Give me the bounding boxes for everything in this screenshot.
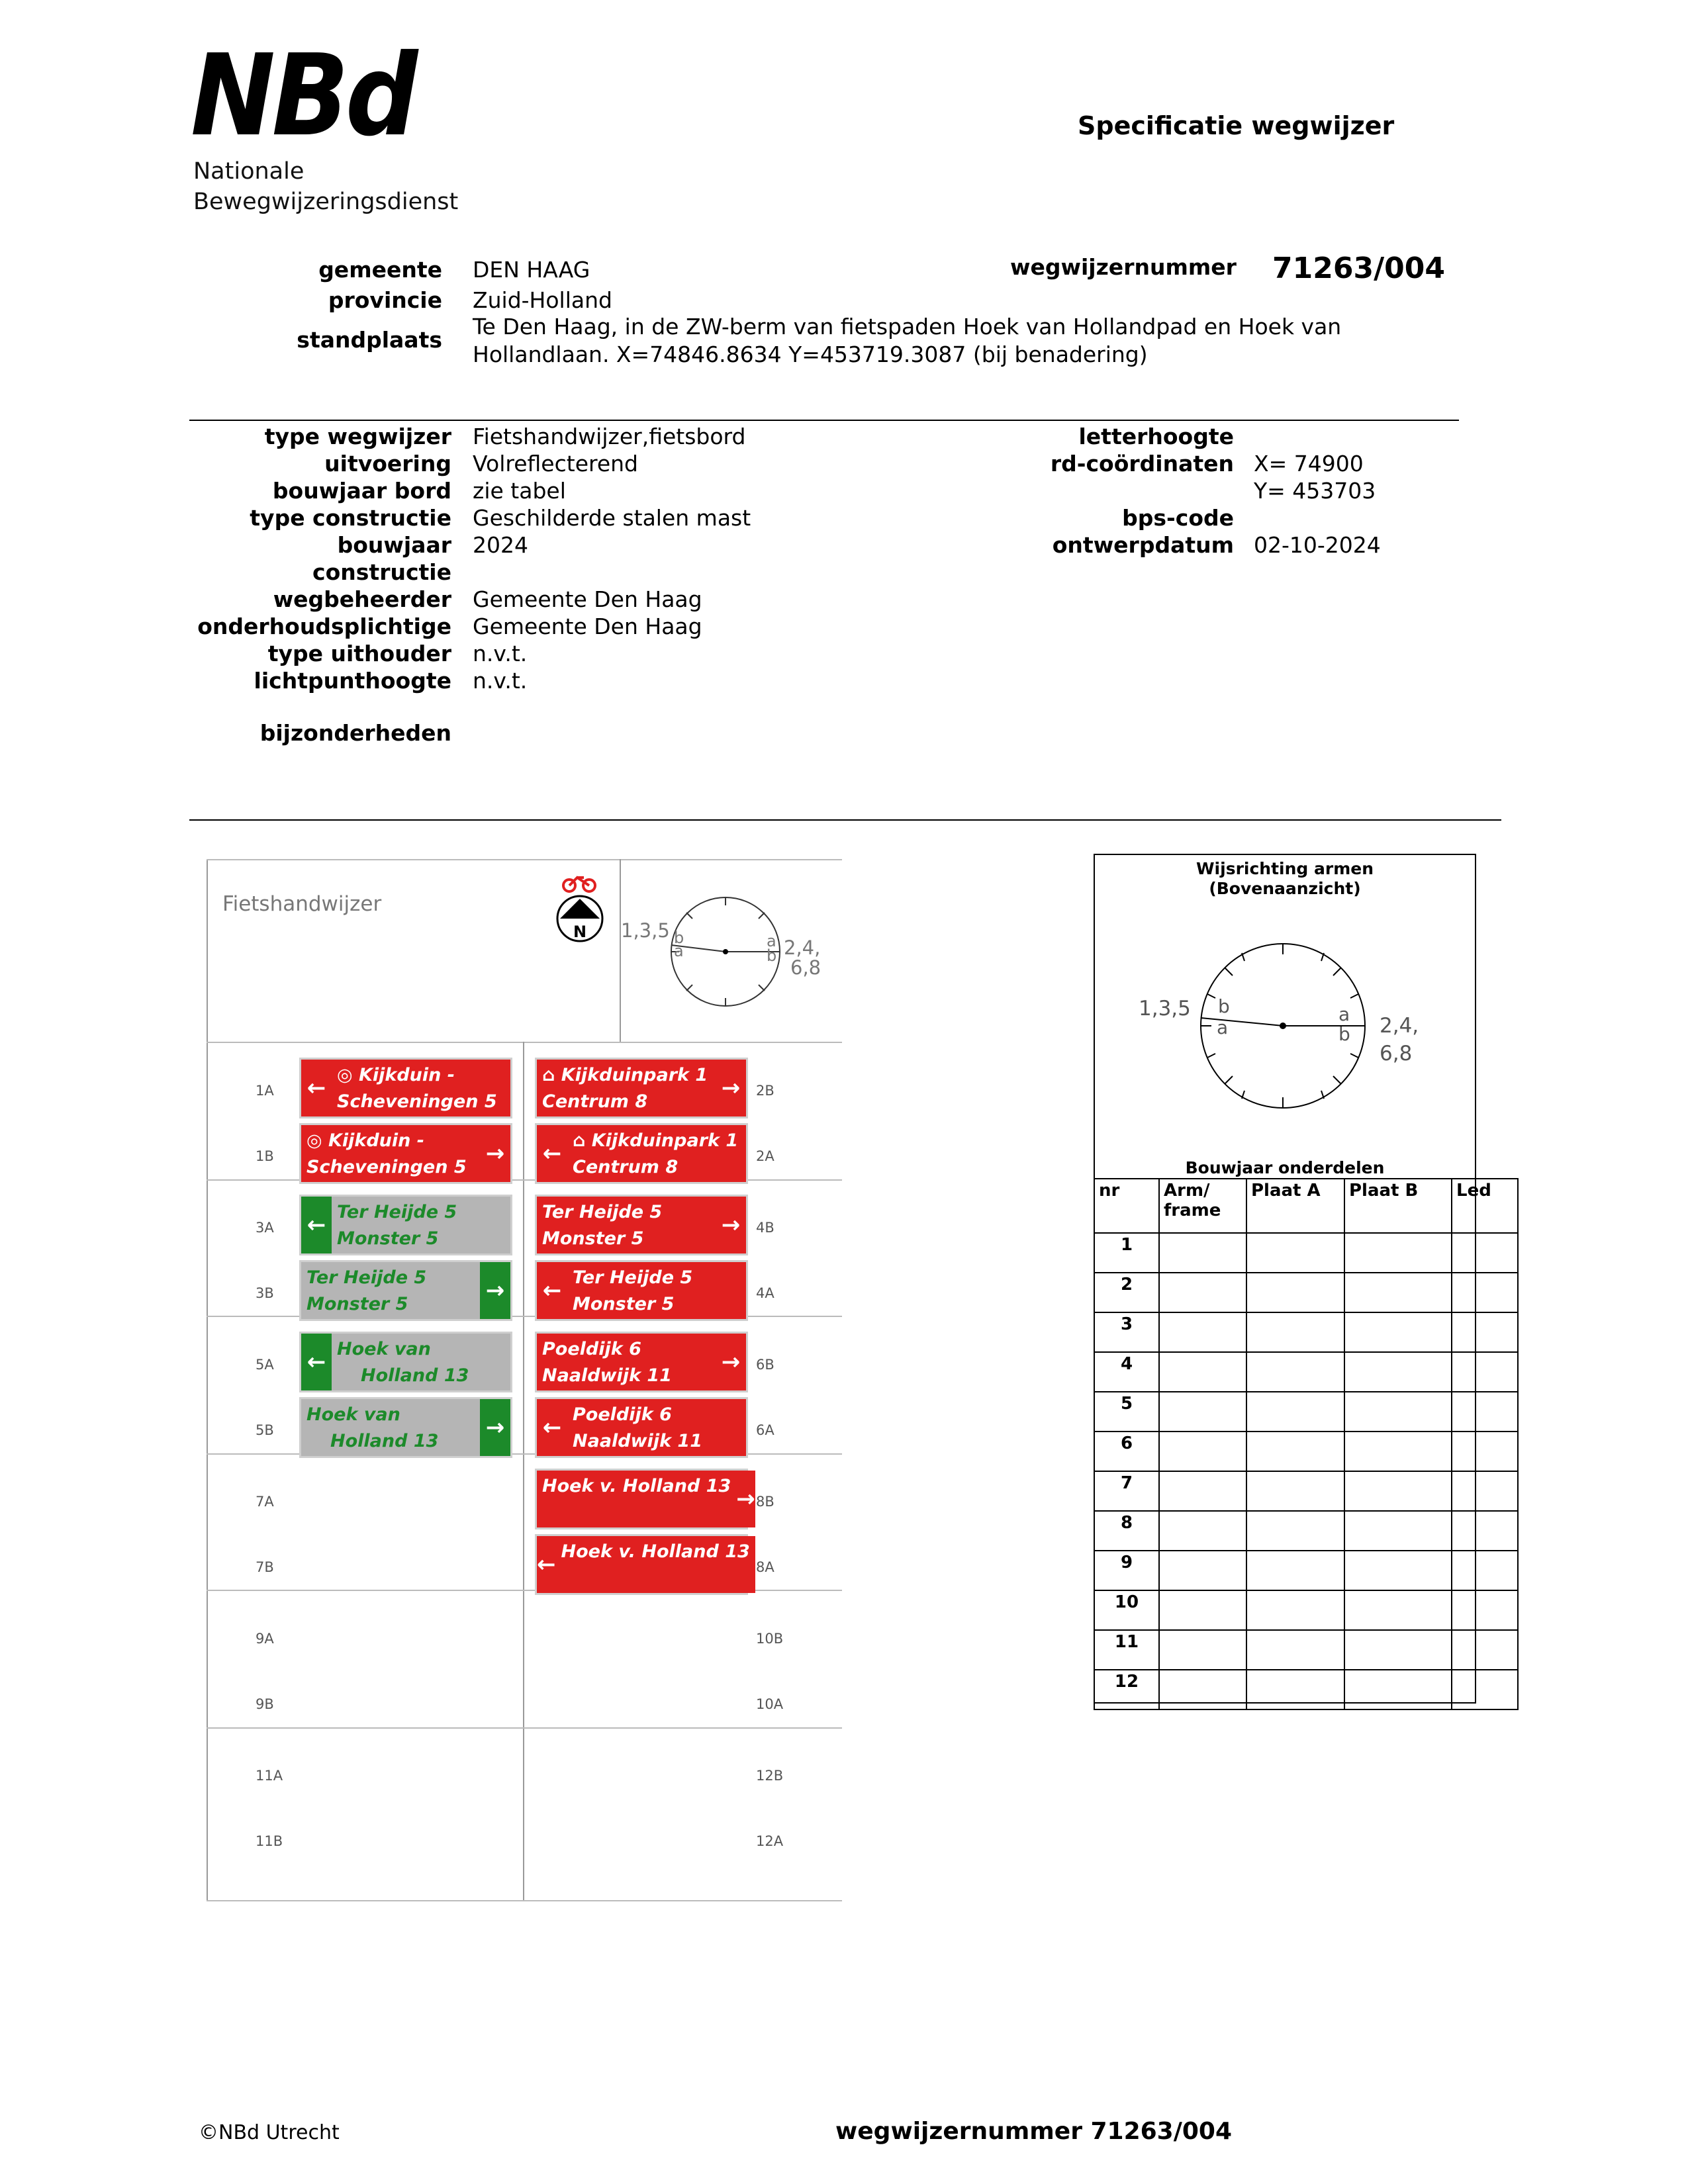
row-number: 12: [1094, 1670, 1159, 1709]
footer-copyright: ©NBd Utrecht: [199, 2121, 340, 2144]
bouwjaar-cell[interactable]: [1159, 1432, 1246, 1471]
row-number: 8: [1094, 1511, 1159, 1551]
bouwjaar-cell[interactable]: [1344, 1352, 1452, 1392]
bouwjaar-cell[interactable]: [1159, 1590, 1246, 1630]
gemeente-label: gemeente: [318, 257, 442, 283]
bouwjaar-header-cell: Plaat B: [1344, 1179, 1452, 1233]
bouwjaar-cell[interactable]: [1246, 1551, 1344, 1590]
sign-line-1: Kijkduinpark 1: [561, 1065, 708, 1085]
row-number: 1: [1094, 1233, 1159, 1273]
sign-plate-3a: [299, 1195, 512, 1255]
row-number: 4: [1094, 1352, 1159, 1392]
bouwjaar-cell[interactable]: [1246, 1590, 1344, 1630]
panel-top-border: [207, 859, 842, 860]
ontwerpdatum-label: ontwerpdatum: [1052, 532, 1234, 558]
sign-plate-5a: [299, 1332, 512, 1392]
table-row: [1094, 1511, 1518, 1551]
sign-line-1: Ter Heijde 5: [542, 1202, 663, 1222]
logo-subtitle: [193, 156, 458, 217]
wegbeheerder-value: Gemeente Den Haag: [473, 586, 702, 612]
plate-id-label: 9B: [256, 1696, 274, 1712]
bouwjaar-cell[interactable]: [1452, 1352, 1518, 1392]
row-number: 6: [1094, 1432, 1159, 1471]
sign-plate-6b: [535, 1332, 748, 1392]
bouwjaar-bord-label: bouwjaar bord: [272, 478, 451, 504]
arrow-right-icon: →: [716, 1197, 746, 1253]
bijzonderheden-label: bijzonderheden: [259, 720, 451, 746]
sign-plate-text: [537, 1334, 716, 1390]
arrow-left-icon: ←: [537, 1125, 567, 1182]
bouwjaar-cell[interactable]: [1344, 1233, 1452, 1273]
bouwjaar-constructie-value: 2024: [473, 532, 528, 558]
plate-id-label: 9A: [256, 1631, 274, 1647]
arrow-left-icon: ←: [537, 1262, 567, 1319]
footer-wegwijzernummer: wegwijzernummer 71263/004: [835, 2118, 1233, 2145]
ontwerpdatum-value: 02-10-2024: [1254, 532, 1381, 558]
table-row: [1094, 1312, 1518, 1352]
bouwjaar-cell[interactable]: [1246, 1432, 1344, 1471]
bouwjaar-cell[interactable]: [1452, 1392, 1518, 1432]
bouwjaar-cell[interactable]: [1452, 1551, 1518, 1590]
onderhoudsplichtige-label: onderhoudsplichtige: [197, 614, 451, 639]
standplaats-line-2: Hollandlaan. X=74846.8634 Y=453719.3087 (bij benadering): [473, 341, 1148, 367]
arrow-right-icon: →: [480, 1262, 510, 1319]
direction-dial: [1125, 933, 1456, 1125]
arrow-right-icon: →: [480, 1399, 510, 1456]
bouwjaar-cell[interactable]: [1344, 1392, 1452, 1432]
sign-plate-4b: [535, 1195, 748, 1255]
provincie-label: provincie: [328, 287, 442, 313]
sign-line-2: Monster 5: [337, 1228, 439, 1249]
plate-id-label: 2B: [756, 1083, 774, 1099]
bouwjaar-cell[interactable]: [1344, 1670, 1452, 1709]
row-number: 7: [1094, 1471, 1159, 1511]
sign-plate-3b: [299, 1260, 512, 1321]
table-row: [1094, 1471, 1518, 1511]
type-uithouder-label: type uithouder: [267, 641, 451, 666]
arrow-right-icon: →: [736, 1471, 755, 1527]
wijsrichting-title-1: Wijsrichting armen: [1196, 859, 1374, 878]
plate-id-label: 7B: [256, 1559, 274, 1575]
bouwjaar-header-cell: Arm/ frame: [1159, 1179, 1246, 1233]
svg-text:a: a: [1217, 1017, 1229, 1038]
arrow-right-icon: →: [716, 1334, 746, 1390]
sign-plate-8b: [535, 1469, 755, 1529]
bouwjaar-cell[interactable]: [1159, 1273, 1246, 1312]
plate-id-label: 11B: [256, 1833, 283, 1849]
sign-line-1: Hoek v. Holland 13: [561, 1541, 750, 1562]
panel-header-vdivider: [620, 859, 621, 1042]
svg-text:2,4,: 2,4,: [1380, 1014, 1419, 1038]
sign-plate-4a: [535, 1260, 748, 1321]
wegwijzernummer-value: 71263/004: [1272, 251, 1445, 285]
sign-line-1: Hoek van: [337, 1339, 431, 1359]
plate-id-label: 6A: [756, 1422, 774, 1438]
caravan-icon: ⌂: [542, 1065, 561, 1085]
sign-line-2: Centrum 8: [573, 1157, 679, 1177]
svg-text:6,8: 6,8: [1380, 1042, 1413, 1066]
row-number: 3: [1094, 1312, 1159, 1352]
type-uithouder-value: n.v.t.: [473, 641, 528, 666]
sign-line-1: Kijkduin -: [328, 1130, 424, 1151]
drawing-title: Fietshandwijzer: [222, 892, 382, 916]
sign-drawing-panel: [207, 859, 842, 1901]
bouwjaar-cell[interactable]: [1452, 1233, 1518, 1273]
bps-code-label: bps-code: [1122, 505, 1234, 531]
table-row: [1094, 1670, 1518, 1709]
plate-id-label: 3A: [256, 1220, 274, 1236]
plate-id-label: 8B: [756, 1494, 774, 1510]
arrow-right-icon: →: [480, 1125, 510, 1182]
bouwjaar-header-cell: Plaat A: [1246, 1179, 1344, 1233]
sign-plate-5b: [299, 1397, 512, 1458]
bouwjaar-cell[interactable]: [1344, 1432, 1452, 1471]
sign-plate-text: [556, 1536, 755, 1593]
bouwjaar-bord-value: zie tabel: [473, 478, 566, 504]
table-row: [1094, 1233, 1518, 1273]
sign-line-1: Hoek van: [306, 1404, 400, 1425]
sign-line-2: Holland 13: [330, 1431, 439, 1451]
sign-plate-text: [537, 1197, 716, 1253]
wegbeheerder-label: wegbeheerder: [273, 586, 451, 612]
type-constructie-label: type constructie: [250, 505, 451, 531]
bouwjaar-cell[interactable]: [1159, 1551, 1246, 1590]
svg-text:b: b: [767, 946, 777, 965]
sign-plate-1b: [299, 1123, 512, 1184]
panel-bottom-border: [207, 1900, 842, 1901]
svg-text:2,4,: 2,4,: [784, 936, 821, 959]
bouwjaar-cell[interactable]: [1452, 1471, 1518, 1511]
sign-line-2: Naaldwijk 11: [573, 1431, 703, 1451]
logo-sub-line-2: Bewegwijzeringsdienst: [193, 189, 459, 215]
sign-line-1: Ter Heijde 5: [573, 1267, 693, 1288]
panel-header-divider: [207, 1042, 842, 1043]
bouwjaar-cell[interactable]: [1159, 1630, 1246, 1670]
panel-left-border: [207, 859, 208, 1901]
bouwjaar-cell[interactable]: [1246, 1630, 1344, 1670]
type-wegwijzer-value: Fietshandwijzer,fietsbord: [473, 424, 746, 449]
bike-icon: ◎: [306, 1130, 328, 1151]
uitvoering-label: uitvoering: [324, 451, 451, 477]
arrow-left-icon: ←: [301, 1060, 332, 1116]
plate-id-label: 2A: [756, 1148, 774, 1164]
sign-plate-text: [567, 1262, 746, 1319]
type-wegwijzer-label: type wegwijzer: [264, 424, 451, 449]
plate-id-label: 12A: [756, 1833, 784, 1849]
panel-center-divider: [523, 1042, 524, 1901]
sign-line-1: Kijkduinpark 1: [591, 1130, 739, 1151]
bouwjaar-constructie-label-1: bouwjaar: [337, 532, 451, 558]
sign-plate-text: [301, 1399, 480, 1456]
wijsrichting-title: [1094, 859, 1476, 899]
onderhoudsplichtige-value: Gemeente Den Haag: [473, 614, 702, 639]
plate-id-label: 12B: [756, 1768, 784, 1784]
bouwjaar-cell[interactable]: [1452, 1432, 1518, 1471]
svg-text:a: a: [767, 932, 776, 950]
arrow-left-icon: ←: [301, 1334, 332, 1390]
rd-coordinaten-label: rd-coördinaten: [1050, 451, 1234, 477]
bouwjaar-cell[interactable]: [1344, 1471, 1452, 1511]
divider-bottom: [189, 819, 1501, 821]
bouwjaar-cell[interactable]: [1344, 1312, 1452, 1352]
sign-plate-2b: [535, 1058, 748, 1118]
arrow-left-icon: ←: [537, 1536, 556, 1593]
bouwjaar-constructie-label-2: constructie: [312, 559, 451, 585]
logo-sub-line-1: Nationale: [193, 158, 305, 185]
table-row: [1094, 1352, 1518, 1392]
bouwjaar-cell[interactable]: [1159, 1471, 1246, 1511]
bouwjaar-cell[interactable]: [1246, 1312, 1344, 1352]
bouwjaar-cell[interactable]: [1246, 1471, 1344, 1511]
table-row: [1094, 1392, 1518, 1432]
table-row: [1094, 1551, 1518, 1590]
plate-id-label: 1A: [256, 1083, 274, 1099]
bouwjaar-cell[interactable]: [1452, 1273, 1518, 1312]
caravan-icon: ⌂: [573, 1130, 592, 1151]
row-number: 5: [1094, 1392, 1159, 1432]
rd-x-value: X= 74900: [1254, 451, 1364, 477]
plate-id-label: 7A: [256, 1494, 274, 1510]
table-row: [1094, 1432, 1518, 1471]
sign-plate-text: [567, 1399, 746, 1456]
sign-line-1: Kijkduin -: [358, 1065, 455, 1085]
letterhoogte-label: letterhoogte: [1078, 424, 1234, 449]
bouwjaar-cell[interactable]: [1452, 1670, 1518, 1709]
bouwjaar-cell[interactable]: [1246, 1233, 1344, 1273]
bouwjaar-header-cell: Led: [1452, 1179, 1518, 1233]
plate-id-label: 10B: [756, 1631, 784, 1647]
bouwjaar-cell[interactable]: [1344, 1511, 1452, 1551]
sign-plate-text: [537, 1471, 736, 1527]
sign-line-1: Hoek v. Holland 13: [542, 1476, 731, 1496]
bouwjaar-cell[interactable]: [1452, 1312, 1518, 1352]
bouwjaar-table-title: Bouwjaar onderdelen: [1185, 1158, 1385, 1177]
bouwjaar-cell[interactable]: [1159, 1511, 1246, 1551]
bouwjaar-table-header-row: [1094, 1179, 1518, 1233]
arrow-left-icon: ←: [537, 1399, 567, 1456]
sign-plate-text: [567, 1125, 746, 1182]
wegwijzernummer-label: wegwijzernummer: [1010, 254, 1237, 280]
bouwjaar-cell[interactable]: [1246, 1511, 1344, 1551]
arrow-left-icon: ←: [301, 1197, 332, 1253]
svg-text:a: a: [674, 942, 684, 960]
bouwjaar-cell[interactable]: [1159, 1233, 1246, 1273]
bouwjaar-cell[interactable]: [1246, 1352, 1344, 1392]
plate-id-label: 8A: [756, 1559, 774, 1575]
bouwjaar-cell[interactable]: [1452, 1630, 1518, 1670]
sign-line-1: Poeldijk 6: [573, 1404, 672, 1425]
arrow-right-icon: →: [716, 1060, 746, 1116]
standplaats-line-1: Te Den Haag, in de ZW-berm van fietspaden Hoek van Hollandpad en Hoek van: [473, 314, 1342, 340]
sign-plate-8a: [535, 1534, 748, 1595]
sign-plate-text: [332, 1060, 510, 1116]
row-number: 2: [1094, 1273, 1159, 1312]
sign-plate-text: [332, 1197, 510, 1253]
provincie-value: Zuid-Holland: [473, 287, 612, 313]
sign-plate-text: [537, 1060, 716, 1116]
compass-icon: [553, 874, 606, 946]
uitvoering-value: Volreflecterend: [473, 451, 638, 477]
plate-id-label: 5A: [256, 1357, 274, 1373]
divider-top: [189, 420, 1459, 421]
svg-text:b: b: [1338, 1023, 1350, 1045]
lichtpunthoogte-value: n.v.t.: [473, 668, 528, 694]
sign-plate-1a: [299, 1058, 512, 1118]
bike-icon: [563, 878, 595, 891]
plate-id-label: 1B: [256, 1148, 274, 1164]
sign-line-1: Ter Heijde 5: [306, 1267, 427, 1288]
compass-north-label: N: [573, 923, 587, 941]
bouwjaar-cell[interactable]: [1159, 1670, 1246, 1709]
svg-text:b: b: [1218, 995, 1230, 1017]
table-row: [1094, 1273, 1518, 1312]
bouwjaar-cell[interactable]: [1246, 1670, 1344, 1709]
svg-text:1,3,5: 1,3,5: [1139, 997, 1191, 1021]
sign-plate-text: [301, 1125, 480, 1182]
bouwjaar-cell[interactable]: [1344, 1273, 1452, 1312]
sign-plate-text: [332, 1334, 510, 1390]
sign-line-2: Centrum 8: [542, 1091, 648, 1112]
sign-plate-6a: [535, 1397, 748, 1458]
sign-line-2: Scheveningen 5: [306, 1157, 467, 1177]
rd-y-value: Y= 453703: [1254, 478, 1376, 504]
bouwjaar-cell[interactable]: [1452, 1511, 1518, 1551]
sign-line-2: Monster 5: [542, 1228, 644, 1249]
bouwjaar-cell[interactable]: [1344, 1630, 1452, 1670]
sign-line-2: Monster 5: [573, 1294, 675, 1314]
row-number: 11: [1094, 1630, 1159, 1670]
table-row: [1094, 1630, 1518, 1670]
sign-line-2: Holland 13: [361, 1365, 469, 1386]
plate-id-label: 6B: [756, 1357, 774, 1373]
sign-line-2: Naaldwijk 11: [542, 1365, 673, 1386]
bouwjaar-header-cell: nr: [1094, 1179, 1159, 1233]
sign-line-1: Ter Heijde 5: [337, 1202, 457, 1222]
bouwjaar-cell[interactable]: [1452, 1590, 1518, 1630]
sign-plate-2a: [535, 1123, 748, 1184]
svg-text:b: b: [674, 929, 684, 947]
plate-id-label: 11A: [256, 1768, 283, 1784]
bouwjaar-cell[interactable]: [1159, 1392, 1246, 1432]
sign-plate-text: [301, 1262, 480, 1319]
bouwjaar-table: [1094, 1178, 1519, 1710]
nbd-logo: NBd: [191, 30, 414, 161]
plate-id-label: 4A: [756, 1285, 774, 1301]
plate-id-label: 5B: [256, 1422, 274, 1438]
lichtpunthoogte-label: lichtpunthoogte: [254, 668, 451, 694]
table-row: [1094, 1590, 1518, 1630]
wijsrichting-title-2: (Bovenaanzicht): [1209, 879, 1361, 898]
bouwjaar-cell[interactable]: [1159, 1312, 1246, 1352]
document-title: Specificatie wegwijzer: [1078, 111, 1395, 140]
svg-text:a: a: [1338, 1003, 1350, 1025]
plate-id-label: 10A: [756, 1696, 784, 1712]
row-number: 9: [1094, 1551, 1159, 1590]
bouwjaar-cell[interactable]: [1344, 1590, 1452, 1630]
plate-id-label: 3B: [256, 1285, 274, 1301]
plate-id-label: 4B: [756, 1220, 774, 1236]
gemeente-value: DEN HAAG: [473, 257, 590, 283]
sign-line-1: Poeldijk 6: [542, 1339, 641, 1359]
sign-line-2: Scheveningen 5: [337, 1091, 497, 1112]
row-number: 10: [1094, 1590, 1159, 1630]
svg-text:1,3,5: 1,3,5: [621, 919, 670, 942]
bouwjaar-cell[interactable]: [1159, 1352, 1246, 1392]
type-constructie-value: Geschilderde stalen mast: [473, 505, 751, 531]
small-direction-dial: [621, 886, 838, 1038]
bike-icon: ◎: [337, 1065, 359, 1085]
bouwjaar-cell[interactable]: [1246, 1392, 1344, 1432]
sign-line-2: Monster 5: [306, 1294, 408, 1314]
bouwjaar-cell[interactable]: [1246, 1273, 1344, 1312]
standplaats-label: standplaats: [297, 327, 442, 353]
panel-row-divider-5: [207, 1727, 842, 1729]
svg-text:6,8: 6,8: [790, 956, 821, 979]
bouwjaar-cell[interactable]: [1344, 1551, 1452, 1590]
